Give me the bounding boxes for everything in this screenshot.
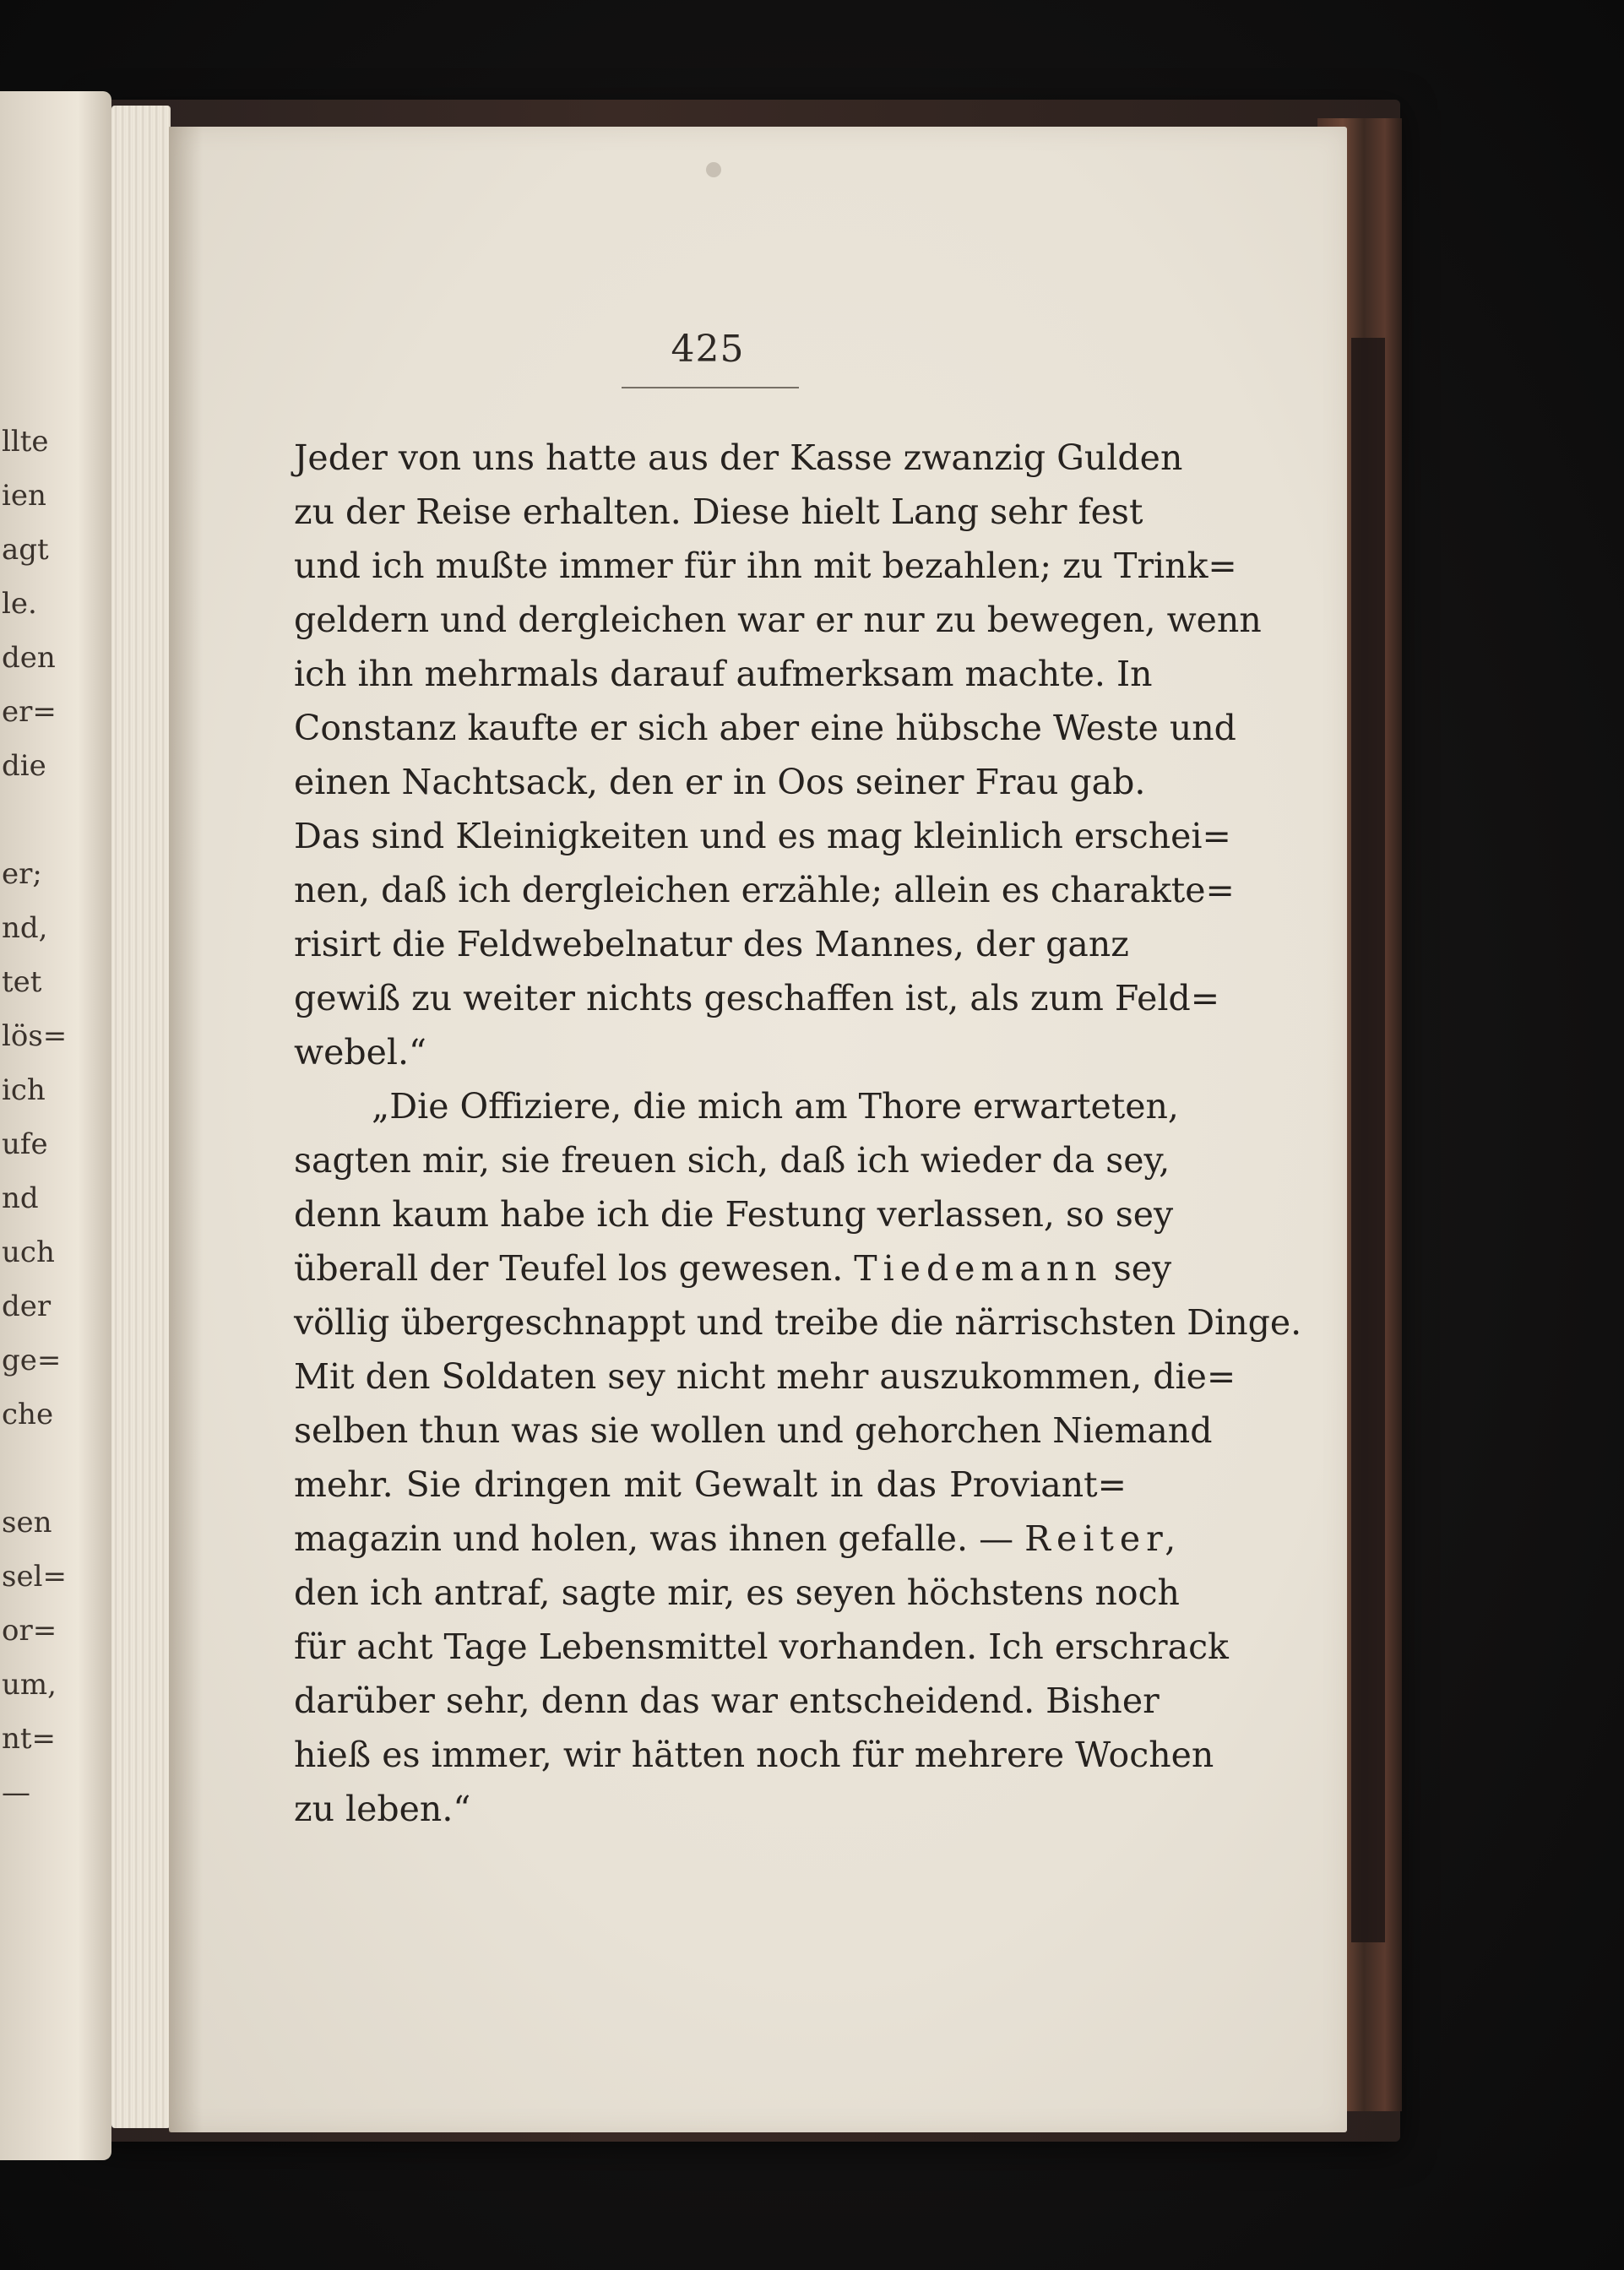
text-line: völlig übergeschnappt und treibe die närrischsten Dinge. — [294, 1302, 1302, 1343]
left-page-fragment: che — [2, 1398, 54, 1431]
text-segment: magazin und holen, was ihnen gefalle. — — [294, 1518, 1025, 1559]
text-line: selben thun was sie wollen und gehorchen Niemand — [294, 1410, 1213, 1451]
left-page-fragment: nd — [2, 1181, 39, 1215]
name-tiedemann: Tiedemann — [854, 1248, 1103, 1289]
gutter-shadow — [169, 127, 203, 2132]
text-line: Constanz kaufte er sich aber eine hübsche Weste und — [294, 708, 1236, 748]
text-line: Mit den Soldaten sey nicht mehr auszukommen, die= — [294, 1356, 1236, 1397]
left-page-fragment: sen — [2, 1506, 52, 1540]
left-page-fragment: ge= — [2, 1344, 62, 1377]
left-page-fragment: nt= — [2, 1722, 57, 1756]
paper-speck — [706, 162, 721, 177]
left-page-fragment: ufe — [2, 1127, 48, 1161]
left-page-fragment: ien — [2, 479, 46, 513]
page-stack-edge — [111, 106, 171, 2128]
text-line: ich ihn mehrmals darauf aufmerksam machte. In — [294, 654, 1153, 694]
text-line: einen Nachtsack, den er in Oos seiner Frau gab. — [294, 762, 1146, 802]
name-reiter: Reiter, — [1024, 1518, 1182, 1559]
left-page-fragment: — — [2, 1776, 30, 1810]
left-page-fragment: nd, — [2, 911, 48, 945]
left-page-fragment: le. — [2, 587, 37, 621]
left-page-fragment: sel= — [2, 1560, 67, 1594]
left-page-fragment: der — [2, 1290, 52, 1323]
text-line: nen, daß ich dergleichen erzähle; allein es charakte= — [294, 870, 1235, 910]
left-page-fragment: um, — [2, 1668, 57, 1702]
left-page-fragment: den — [2, 641, 56, 675]
text-line: Das sind Kleinigkeiten und es mag kleinlich erschei= — [294, 816, 1231, 856]
left-page-fragment: llte — [2, 425, 49, 459]
text-line: gewiß zu weiter nichts geschaffen ist, als zum Feld= — [294, 978, 1220, 1018]
text-line: webel.“ — [294, 1032, 426, 1073]
text-line — [294, 1241, 1172, 1295]
text-line — [294, 1512, 1182, 1566]
text-line: mehr. Sie dringen mit Gewalt in das Proviant= — [294, 1464, 1127, 1505]
text-line: „Die Offiziere, die mich am Thore erwarteten, — [372, 1086, 1179, 1127]
left-page-fragment: agt — [2, 533, 49, 567]
header-rule — [622, 387, 799, 388]
body-text — [294, 431, 1302, 1836]
text-line: für acht Tage Lebensmittel vorhanden. Ich erschrack — [294, 1626, 1229, 1667]
left-page-fragment: uch — [2, 1235, 55, 1269]
left-page-fragment: die — [2, 749, 46, 783]
text-line: sagten mir, sie freuen sich, daß ich wieder da sey, — [294, 1140, 1170, 1181]
text-line: hieß es immer, wir hätten noch für mehrere Wochen — [294, 1735, 1214, 1775]
text-line: den ich antraf, sagte mir, es seyen höchstens noch — [294, 1572, 1180, 1613]
text-line: geldern und dergleichen war er nur zu bewegen, wenn — [294, 600, 1262, 640]
book-cover-shadow — [1351, 338, 1385, 1942]
left-page-fragment: er; — [2, 857, 42, 891]
left-page-fragment: ich — [2, 1073, 46, 1107]
text-line: darüber sehr, denn das war entscheidend. Bisher — [294, 1681, 1160, 1721]
text-line: risirt die Feldwebelnatur des Mannes, der ganz — [294, 924, 1129, 964]
page-number: 425 — [671, 328, 745, 371]
text-line: zu leben.“ — [294, 1789, 471, 1829]
left-page-fragment: er= — [2, 695, 57, 729]
text-line: und ich mußte immer für ihn mit bezahlen; zu Trink= — [294, 546, 1237, 586]
left-page-fragment: lös= — [2, 1019, 68, 1053]
text-segment: sey — [1102, 1248, 1172, 1289]
text-line: denn kaum habe ich die Festung verlassen, so sey — [294, 1194, 1174, 1235]
text-segment: überall der Teufel los gewesen. — [294, 1248, 855, 1289]
left-page-fragment: tet — [2, 965, 42, 999]
left-page-fragment: or= — [2, 1614, 57, 1648]
text-line: zu der Reise erhalten. Diese hielt Lang sehr fest — [294, 491, 1143, 532]
text-line: Jeder von uns hatte aus der Kasse zwanzig Gulden — [294, 437, 1183, 478]
left-page — [0, 91, 111, 2160]
